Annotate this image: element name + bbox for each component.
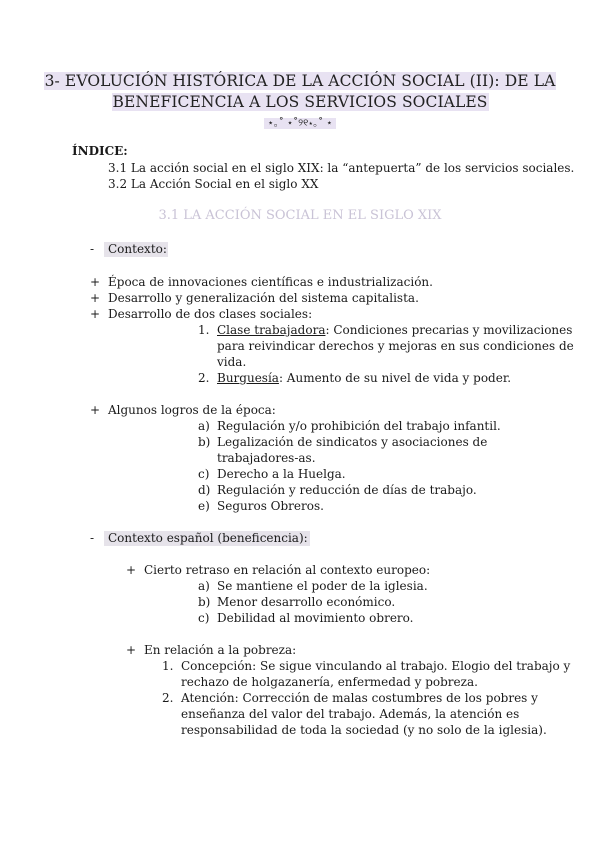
retraso-letter: a) <box>198 579 210 593</box>
logro-text: Legalización de sindicatos y asociaciones de <box>217 435 488 449</box>
logro-text: trabajadores-as. <box>217 451 316 465</box>
pobreza-text: Concepción: Se sigue vinculando al trabajo. Elogio del trabajo y <box>181 659 571 673</box>
contexto-item-3: Desarrollo de dos clases sociales: <box>108 307 313 321</box>
pobreza-text: Atención: Corrección de malas costumbres de los pobres y <box>181 691 538 705</box>
contexto-item-1: Época de innovaciones científicas e industrialización. <box>108 275 433 289</box>
retraso-letter: b) <box>198 595 211 609</box>
logro-text: Derecho a la Huelga. <box>217 467 346 481</box>
document-title-line-1: 3- EVOLUCIÓN HISTÓRICA DE LA ACCIÓN SOCIAL (II): DE LA <box>44 72 556 90</box>
class-trabajadora <box>217 323 572 338</box>
logro-text: Regulación y reducción de días de trabajo. <box>217 483 477 497</box>
class-burguesia <box>217 371 511 386</box>
index-heading: ÍNDICE: <box>72 144 128 158</box>
class-desc: : Condiciones precarias y movilizaciones <box>325 323 573 337</box>
plus-bullet: + <box>90 307 101 321</box>
class-term: Clase trabajadora <box>217 323 326 337</box>
logro-text: Regulación y/o prohibición del trabajo infantil. <box>217 419 501 433</box>
class-desc-line: para reivindicar derechos y mejoras en sus condiciones de <box>217 339 574 353</box>
pobreza-text: enseñanza del valor del trabajo. Además, la atención es <box>181 707 520 721</box>
class-number-1: 1. <box>198 323 210 337</box>
pobreza-text: responsabilidad de toda la sociedad (y no solo de la iglesia). <box>181 723 547 737</box>
contexto-dash: - <box>90 242 95 256</box>
pobreza-text: rechazo de holgazanería, enfermedad y pobreza. <box>181 675 478 689</box>
pobreza-number: 2. <box>162 691 174 705</box>
class-desc-line: vida. <box>217 355 247 369</box>
espanol-label: Contexto español (beneficencia): <box>104 531 310 546</box>
retraso-text: Debilidad al movimiento obrero. <box>217 611 414 625</box>
contexto-item-2: Desarrollo y generalización del sistema capitalista. <box>108 291 419 305</box>
index-item-1: 3.1 La acción social en el siglo XIX: la “antepuerta” de los servicios sociales. <box>108 161 575 175</box>
retraso-label: Cierto retraso en relación al contexto europeo: <box>144 563 431 577</box>
plus-bullet: + <box>90 403 101 417</box>
retraso-text: Se mantiene el poder de la iglesia. <box>217 579 428 593</box>
index-item-2: 3.2 La Acción Social en el siglo XX <box>108 177 319 191</box>
logro-letter: d) <box>198 483 211 497</box>
logro-letter: a) <box>198 419 210 433</box>
retraso-text: Menor desarrollo económico. <box>217 595 396 609</box>
logro-text: Seguros Obreros. <box>217 499 324 513</box>
section-title: 3.1 LA ACCIÓN SOCIAL EN EL SIGLO XIX <box>158 208 442 223</box>
plus-bullet: + <box>90 291 101 305</box>
logro-letter: e) <box>198 499 210 513</box>
class-desc: : Aumento de su nivel de vida y poder. <box>278 371 512 385</box>
contexto-label: Contexto: <box>104 242 168 257</box>
plus-bullet: + <box>126 563 137 577</box>
logros-label: Algunos logros de la época: <box>108 403 276 417</box>
title-ornament: ⋆｡˚ ⋆˚୨୧⋆｡˚ ⋆ <box>0 114 600 129</box>
pobreza-label: En relación a la pobreza: <box>144 643 297 657</box>
class-term: Burguesía <box>217 371 279 385</box>
plus-bullet: + <box>90 275 101 289</box>
class-number-2: 2. <box>198 371 210 385</box>
logro-letter: b) <box>198 435 211 449</box>
document-title-line-2: BENEFICENCIA A LOS SERVICIOS SOCIALES <box>112 93 488 111</box>
retraso-letter: c) <box>198 611 210 625</box>
pobreza-number: 1. <box>162 659 174 673</box>
logro-letter: c) <box>198 467 210 481</box>
plus-bullet: + <box>126 643 137 657</box>
espanol-dash: - <box>90 531 95 545</box>
